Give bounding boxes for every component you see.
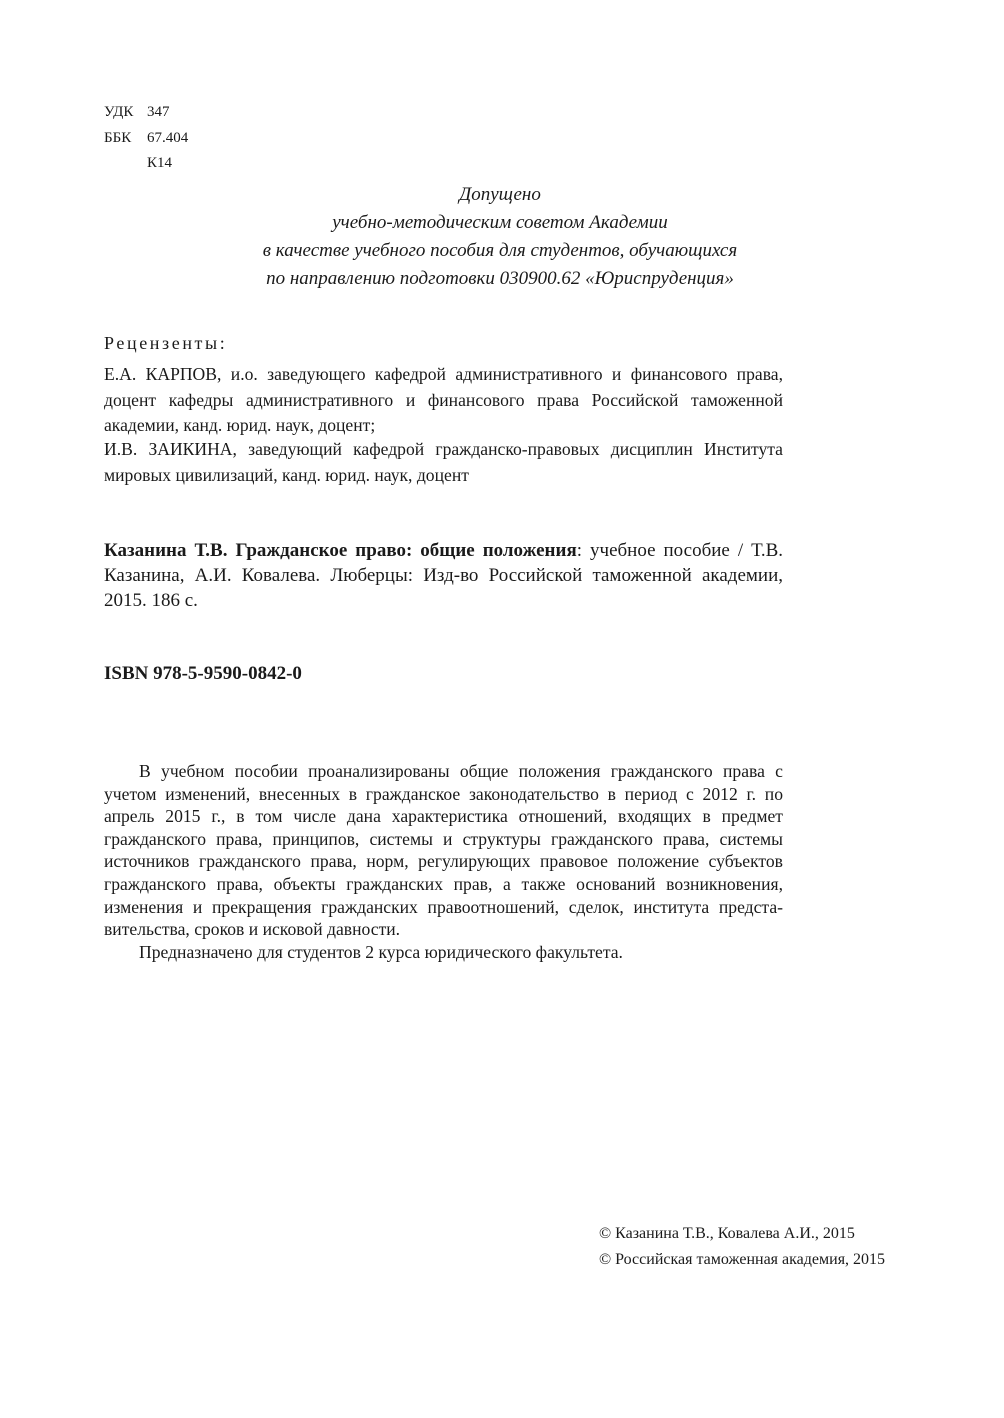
approval-line: Допущено xyxy=(459,184,541,205)
annotation-paragraph: Предназначено для студентов 2 курса юридического факультета. xyxy=(139,941,623,962)
copyright-publisher: © Российская таможенная академия, 2015 xyxy=(599,1251,886,1268)
copyright-authors: © Казанина Т.В., Ковалева А.И., 2015 xyxy=(599,1225,855,1242)
approval-block xyxy=(190,181,810,293)
bbk-value: 67.404 xyxy=(147,130,189,146)
approval-line: в качестве учебного пособия для студентов, обучающихся xyxy=(262,240,738,261)
reviewer-entry: И.В. ЗАИКИНА, заведующий кафедрой гражданско-правовых дисциплин Института мировых цивилизаций, канд. юрид. наук, доцент xyxy=(104,439,783,485)
isbn: ISBN 978-5-9590-0842-0 xyxy=(104,663,302,684)
bibliographic-details: : учебное пособие / Т.В. Казанина, А.И. Ковалева. Люберцы: Изд-во Российской таможенной академии, 2015. 186 с. xyxy=(104,540,784,611)
annotation-paragraph: В учебном пособии проанализированы общие положения гражданского права с учетом изменений, внесенных в гражданское законодательство в период с 2012 г. по апрель 2015 г., в том числе дана характеристика отношений, входящих в предмет гражданского права, принципов, системы и структуры гражданского права, системы источников гражданского права, норм, регулирующих правовое положение субъектов гражданского права, объекты гражданских прав, а также оснований возникновения, изменения и прекращения гражданских правоотношений, сделок, института представительства, сроков и исковой давности. xyxy=(104,761,783,940)
bibliographic-record xyxy=(104,538,783,613)
udk-row xyxy=(104,102,170,122)
approval-line: по направлению подготовки 030900.62 «Юриспруденция» xyxy=(266,268,734,289)
bibliographic-title: Казанина Т.В. Гражданское право: общие положения xyxy=(104,540,577,561)
reviewer-entry: Е.А. КАРПОВ, и.о. заведующего кафедрой административного и финансового права, доцент кафедры административного и финансового права Российской таможенной академии, канд. юрид. наук, доцент; xyxy=(104,364,783,435)
annotation xyxy=(104,760,783,963)
udk-label: УДК xyxy=(104,104,134,120)
bbk-row xyxy=(104,128,188,148)
author-sign: К14 xyxy=(147,155,173,171)
udk-value: 347 xyxy=(147,104,170,120)
approval-line: учебно-методическим советом Академии xyxy=(332,212,668,233)
bbk-label: ББК xyxy=(104,130,132,146)
reviewers-heading: Рецензенты: xyxy=(104,333,228,353)
